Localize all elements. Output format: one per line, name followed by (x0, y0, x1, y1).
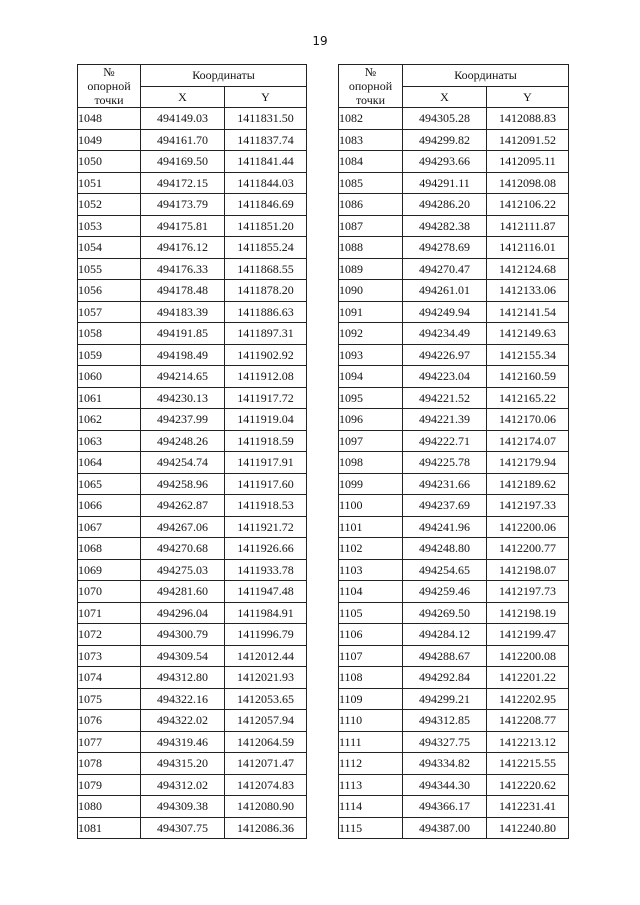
point-number-cell: 1101 (339, 516, 403, 538)
point-number-header (339, 65, 403, 108)
point-number-cell: 1079 (78, 774, 141, 796)
y-coordinate-cell: 1411841.44 (225, 151, 307, 173)
y-coordinate-cell: 1412106.22 (487, 194, 569, 216)
table-body-left (78, 108, 307, 839)
y-coordinate-cell: 1411984.91 (225, 602, 307, 624)
y-coordinate-cell: 1412064.59 (225, 731, 307, 753)
table-row (339, 688, 569, 710)
point-number-cell: 1086 (339, 194, 403, 216)
table-row (78, 280, 307, 302)
x-coordinate-cell: 494254.65 (403, 559, 487, 581)
y-coordinate-cell: 1412012.44 (225, 645, 307, 667)
coordinates-header: Координаты (403, 65, 569, 87)
point-number-cell: 1064 (78, 452, 141, 474)
table-row (78, 516, 307, 538)
y-coordinate-cell: 1412197.73 (487, 581, 569, 603)
point-number-cell: 1089 (339, 258, 403, 280)
point-number-cell: 1068 (78, 538, 141, 560)
point-number-cell: 1109 (339, 688, 403, 710)
y-coordinate-cell: 1411921.72 (225, 516, 307, 538)
y-coordinate-cell: 1411844.03 (225, 172, 307, 194)
y-coordinate-cell: 1411878.20 (225, 280, 307, 302)
x-coordinate-cell: 494262.87 (141, 495, 225, 517)
y-coordinate-cell: 1412179.94 (487, 452, 569, 474)
y-coordinate-cell: 1411917.91 (225, 452, 307, 474)
point-number-cell: 1085 (339, 172, 403, 194)
table-row (78, 710, 307, 732)
y-coordinate-cell: 1412215.55 (487, 753, 569, 775)
y-coordinate-cell: 1412165.22 (487, 387, 569, 409)
coordinates-table-left (77, 64, 307, 839)
x-coordinate-cell: 494322.16 (141, 688, 225, 710)
x-coordinate-cell: 494267.06 (141, 516, 225, 538)
x-coordinate-cell: 494288.67 (403, 645, 487, 667)
y-coordinate-cell: 1412124.68 (487, 258, 569, 280)
table-row (339, 108, 569, 130)
point-number-cell: 1106 (339, 624, 403, 646)
y-coordinate-cell: 1412074.83 (225, 774, 307, 796)
y-coordinate-cell: 1412198.19 (487, 602, 569, 624)
table-row (339, 710, 569, 732)
x-coordinate-cell: 494161.70 (141, 129, 225, 151)
y-coordinate-cell: 1412160.59 (487, 366, 569, 388)
point-number-cell: 1088 (339, 237, 403, 259)
y-coordinate-cell: 1411897.31 (225, 323, 307, 345)
table-row (339, 473, 569, 495)
table-row (78, 473, 307, 495)
x-coordinate-cell: 494231.66 (403, 473, 487, 495)
x-coordinate-cell: 494270.47 (403, 258, 487, 280)
point-number-cell: 1051 (78, 172, 141, 194)
point-number-cell: 1092 (339, 323, 403, 345)
point-number-cell: 1050 (78, 151, 141, 173)
x-coordinate-cell: 494327.75 (403, 731, 487, 753)
y-coordinate-cell: 1412095.11 (487, 151, 569, 173)
y-coordinate-cell: 1412170.06 (487, 409, 569, 431)
table-row (339, 387, 569, 409)
y-coordinate-cell: 1412116.01 (487, 237, 569, 259)
point-number-cell: 1052 (78, 194, 141, 216)
table-row (78, 430, 307, 452)
table-row (339, 452, 569, 474)
x-coordinate-cell: 494296.04 (141, 602, 225, 624)
point-number-cell: 1115 (339, 817, 403, 839)
table-row (339, 645, 569, 667)
point-number-cell: 1072 (78, 624, 141, 646)
table-row (78, 129, 307, 151)
y-coordinate-cell: 1412231.41 (487, 796, 569, 818)
x-coordinate-cell: 494299.21 (403, 688, 487, 710)
x-coordinate-cell: 494281.60 (141, 581, 225, 603)
y-coordinate-cell: 1411886.63 (225, 301, 307, 323)
table-row (78, 817, 307, 839)
x-coordinate-cell: 494315.20 (141, 753, 225, 775)
y-coordinate-cell: 1411917.60 (225, 473, 307, 495)
table-row (339, 258, 569, 280)
x-coordinate-cell: 494322.02 (141, 710, 225, 732)
point-number-cell: 1073 (78, 645, 141, 667)
table-row (339, 409, 569, 431)
x-coordinate-cell: 494198.49 (141, 344, 225, 366)
y-coordinate-cell: 1412091.52 (487, 129, 569, 151)
y-coordinate-cell: 1412200.77 (487, 538, 569, 560)
point-number-cell: 1049 (78, 129, 141, 151)
x-coordinate-cell: 494149.03 (141, 108, 225, 130)
table-row (78, 796, 307, 818)
point-number-cell: 1100 (339, 495, 403, 517)
y-coordinate-cell: 1411855.24 (225, 237, 307, 259)
point-number-cell: 1057 (78, 301, 141, 323)
y-coordinate-cell: 1412220.62 (487, 774, 569, 796)
table-row (339, 581, 569, 603)
x-coordinate-cell: 494309.38 (141, 796, 225, 818)
table-row (78, 237, 307, 259)
table-row (78, 301, 307, 323)
point-number-cell: 1048 (78, 108, 141, 130)
y-coordinate-cell: 1412197.33 (487, 495, 569, 517)
x-coordinate-cell: 494176.33 (141, 258, 225, 280)
y-coordinate-cell: 1411933.78 (225, 559, 307, 581)
point-number-cell: 1103 (339, 559, 403, 581)
coordinates-header: Координаты (141, 65, 307, 87)
x-coordinate-cell: 494366.17 (403, 796, 487, 818)
x-coordinate-cell: 494249.94 (403, 301, 487, 323)
point-number-cell: 1090 (339, 280, 403, 302)
point-number-cell: 1056 (78, 280, 141, 302)
table-row (339, 194, 569, 216)
table-row (339, 602, 569, 624)
y-coordinate-cell: 1411918.53 (225, 495, 307, 517)
y-coordinate-cell: 1412189.62 (487, 473, 569, 495)
y-coordinate-cell: 1411996.79 (225, 624, 307, 646)
point-number-cell: 1053 (78, 215, 141, 237)
point-number-cell: 1095 (339, 387, 403, 409)
x-coordinate-cell: 494284.12 (403, 624, 487, 646)
table-row (78, 667, 307, 689)
x-coordinate-cell: 494183.39 (141, 301, 225, 323)
point-number-cell: 1113 (339, 774, 403, 796)
x-coordinate-cell: 494221.52 (403, 387, 487, 409)
table-row (78, 151, 307, 173)
table-row (78, 753, 307, 775)
point-number-cell: 1060 (78, 366, 141, 388)
point-number-cell: 1062 (78, 409, 141, 431)
x-coordinate-cell: 494237.99 (141, 409, 225, 431)
header-line: № (364, 65, 377, 79)
table-row (339, 151, 569, 173)
point-number-cell: 1094 (339, 366, 403, 388)
x-coordinate-cell: 494225.78 (403, 452, 487, 474)
x-coordinate-cell: 494319.46 (141, 731, 225, 753)
y-coordinate-cell: 1411851.20 (225, 215, 307, 237)
y-coordinate-cell: 1411846.69 (225, 194, 307, 216)
y-coordinate-cell: 1411918.59 (225, 430, 307, 452)
point-number-cell: 1074 (78, 667, 141, 689)
x-coordinate-cell: 494282.38 (403, 215, 487, 237)
y-coordinate-cell: 1412053.65 (225, 688, 307, 710)
table-row (78, 344, 307, 366)
x-coordinate-cell: 494312.02 (141, 774, 225, 796)
x-header: X (403, 86, 487, 108)
y-coordinate-cell: 1412208.77 (487, 710, 569, 732)
y-coordinate-cell: 1412080.90 (225, 796, 307, 818)
page-number: 19 (312, 34, 328, 48)
x-coordinate-cell: 494309.54 (141, 645, 225, 667)
x-coordinate-cell: 494254.74 (141, 452, 225, 474)
table-row (78, 108, 307, 130)
y-coordinate-cell: 1411831.50 (225, 108, 307, 130)
table-row (78, 387, 307, 409)
x-coordinate-cell: 494258.96 (141, 473, 225, 495)
x-coordinate-cell: 494237.69 (403, 495, 487, 517)
y-coordinate-cell: 1412213.12 (487, 731, 569, 753)
header-line: опорной (348, 79, 393, 93)
header-line: точки (94, 93, 124, 107)
y-coordinate-cell: 1411902.92 (225, 344, 307, 366)
point-number-cell: 1108 (339, 667, 403, 689)
x-coordinate-cell: 494176.12 (141, 237, 225, 259)
table-row (78, 645, 307, 667)
point-number-cell: 1107 (339, 645, 403, 667)
table-row (339, 753, 569, 775)
point-number-cell: 1098 (339, 452, 403, 474)
y-coordinate-cell: 1412149.63 (487, 323, 569, 345)
table-row (339, 215, 569, 237)
table-row (78, 366, 307, 388)
x-coordinate-cell: 494293.66 (403, 151, 487, 173)
x-coordinate-cell: 494261.01 (403, 280, 487, 302)
table-row (78, 774, 307, 796)
x-coordinate-cell: 494214.65 (141, 366, 225, 388)
point-number-cell: 1055 (78, 258, 141, 280)
x-coordinate-cell: 494275.03 (141, 559, 225, 581)
table-row (339, 796, 569, 818)
table-row (78, 409, 307, 431)
point-number-cell: 1063 (78, 430, 141, 452)
x-coordinate-cell: 494334.82 (403, 753, 487, 775)
table-row (78, 581, 307, 603)
table-row (78, 194, 307, 216)
y-coordinate-cell: 1412198.07 (487, 559, 569, 581)
x-coordinate-cell: 494248.80 (403, 538, 487, 560)
point-number-cell: 1093 (339, 344, 403, 366)
table-row (339, 516, 569, 538)
x-coordinate-cell: 494291.11 (403, 172, 487, 194)
table-row (339, 344, 569, 366)
point-number-cell: 1084 (339, 151, 403, 173)
table-row (339, 559, 569, 581)
point-number-header (78, 65, 141, 108)
coordinates-table-right (338, 64, 569, 839)
point-number-cell: 1110 (339, 710, 403, 732)
y-coordinate-cell: 1412057.94 (225, 710, 307, 732)
table-row (339, 323, 569, 345)
x-coordinate-cell: 494172.15 (141, 172, 225, 194)
point-number-cell: 1114 (339, 796, 403, 818)
x-coordinate-cell: 494269.50 (403, 602, 487, 624)
point-number-cell: 1083 (339, 129, 403, 151)
table-body-right (339, 108, 569, 839)
x-coordinate-cell: 494307.75 (141, 817, 225, 839)
point-number-cell: 1105 (339, 602, 403, 624)
x-coordinate-cell: 494230.13 (141, 387, 225, 409)
x-coordinate-cell: 494286.20 (403, 194, 487, 216)
x-coordinate-cell: 494305.28 (403, 108, 487, 130)
table-row (339, 667, 569, 689)
y-coordinate-cell: 1412111.87 (487, 215, 569, 237)
point-number-cell: 1102 (339, 538, 403, 560)
x-coordinate-cell: 494223.04 (403, 366, 487, 388)
point-number-cell: 1071 (78, 602, 141, 624)
x-coordinate-cell: 494178.48 (141, 280, 225, 302)
x-coordinate-cell: 494344.30 (403, 774, 487, 796)
point-number-cell: 1077 (78, 731, 141, 753)
y-coordinate-cell: 1412200.08 (487, 645, 569, 667)
point-number-cell: 1065 (78, 473, 141, 495)
x-coordinate-cell: 494312.85 (403, 710, 487, 732)
x-coordinate-cell: 494270.68 (141, 538, 225, 560)
x-coordinate-cell: 494222.71 (403, 430, 487, 452)
point-number-cell: 1112 (339, 753, 403, 775)
point-number-cell: 1081 (78, 817, 141, 839)
table-row (339, 731, 569, 753)
table-row (78, 172, 307, 194)
table-row (78, 538, 307, 560)
table-row (78, 559, 307, 581)
table-row (339, 301, 569, 323)
table-row (339, 172, 569, 194)
y-coordinate-cell: 1412201.22 (487, 667, 569, 689)
y-coordinate-cell: 1412021.93 (225, 667, 307, 689)
header-line: № (103, 65, 115, 79)
table-row (78, 215, 307, 237)
x-coordinate-cell: 494300.79 (141, 624, 225, 646)
point-number-cell: 1104 (339, 581, 403, 603)
point-number-cell: 1091 (339, 301, 403, 323)
table-row (78, 258, 307, 280)
table-row (339, 495, 569, 517)
x-coordinate-cell: 494241.96 (403, 516, 487, 538)
header-line: опорной (87, 79, 131, 93)
table-row (339, 366, 569, 388)
y-coordinate-cell: 1412141.54 (487, 301, 569, 323)
y-coordinate-cell: 1411919.04 (225, 409, 307, 431)
point-number-cell: 1087 (339, 215, 403, 237)
point-number-cell: 1082 (339, 108, 403, 130)
x-coordinate-cell: 494191.85 (141, 323, 225, 345)
y-header: Y (225, 86, 307, 108)
x-coordinate-cell: 494248.26 (141, 430, 225, 452)
y-coordinate-cell: 1412155.34 (487, 344, 569, 366)
x-header: X (141, 86, 225, 108)
point-number-cell: 1096 (339, 409, 403, 431)
table-row (78, 624, 307, 646)
x-coordinate-cell: 494173.79 (141, 194, 225, 216)
y-coordinate-cell: 1411912.08 (225, 366, 307, 388)
x-coordinate-cell: 494299.82 (403, 129, 487, 151)
point-number-cell: 1054 (78, 237, 141, 259)
point-number-cell: 1058 (78, 323, 141, 345)
point-number-cell: 1067 (78, 516, 141, 538)
y-header: Y (487, 86, 569, 108)
point-number-cell: 1111 (339, 731, 403, 753)
x-coordinate-cell: 494259.46 (403, 581, 487, 603)
y-coordinate-cell: 1412088.83 (487, 108, 569, 130)
y-coordinate-cell: 1412200.06 (487, 516, 569, 538)
x-coordinate-cell: 494221.39 (403, 409, 487, 431)
table-row (339, 624, 569, 646)
point-number-cell: 1066 (78, 495, 141, 517)
table-row (339, 280, 569, 302)
table-row (78, 323, 307, 345)
point-number-cell: 1059 (78, 344, 141, 366)
x-coordinate-cell: 494387.00 (403, 817, 487, 839)
point-number-cell: 1097 (339, 430, 403, 452)
point-number-cell: 1069 (78, 559, 141, 581)
table-row (339, 538, 569, 560)
table-row (339, 430, 569, 452)
y-coordinate-cell: 1411837.74 (225, 129, 307, 151)
y-coordinate-cell: 1411947.48 (225, 581, 307, 603)
y-coordinate-cell: 1411926.66 (225, 538, 307, 560)
x-coordinate-cell: 494226.97 (403, 344, 487, 366)
x-coordinate-cell: 494278.69 (403, 237, 487, 259)
y-coordinate-cell: 1412174.07 (487, 430, 569, 452)
x-coordinate-cell: 494234.49 (403, 323, 487, 345)
table-row (339, 774, 569, 796)
table-row (339, 237, 569, 259)
y-coordinate-cell: 1412098.08 (487, 172, 569, 194)
y-coordinate-cell: 1412086.36 (225, 817, 307, 839)
point-number-cell: 1099 (339, 473, 403, 495)
y-coordinate-cell: 1412133.06 (487, 280, 569, 302)
y-coordinate-cell: 1412199.47 (487, 624, 569, 646)
point-number-cell: 1078 (78, 753, 141, 775)
table-row (339, 817, 569, 839)
header-line: точки (355, 93, 386, 107)
table-row (78, 688, 307, 710)
x-coordinate-cell: 494292.84 (403, 667, 487, 689)
table-row (78, 495, 307, 517)
table-row (339, 129, 569, 151)
table-row (78, 602, 307, 624)
point-number-cell: 1076 (78, 710, 141, 732)
y-coordinate-cell: 1412071.47 (225, 753, 307, 775)
point-number-cell: 1080 (78, 796, 141, 818)
y-coordinate-cell: 1411868.55 (225, 258, 307, 280)
x-coordinate-cell: 494169.50 (141, 151, 225, 173)
point-number-cell: 1075 (78, 688, 141, 710)
table-row (78, 452, 307, 474)
y-coordinate-cell: 1411917.72 (225, 387, 307, 409)
point-number-cell: 1061 (78, 387, 141, 409)
y-coordinate-cell: 1412240.80 (487, 817, 569, 839)
y-coordinate-cell: 1412202.95 (487, 688, 569, 710)
table-row (78, 731, 307, 753)
x-coordinate-cell: 494312.80 (141, 667, 225, 689)
point-number-cell: 1070 (78, 581, 141, 603)
x-coordinate-cell: 494175.81 (141, 215, 225, 237)
